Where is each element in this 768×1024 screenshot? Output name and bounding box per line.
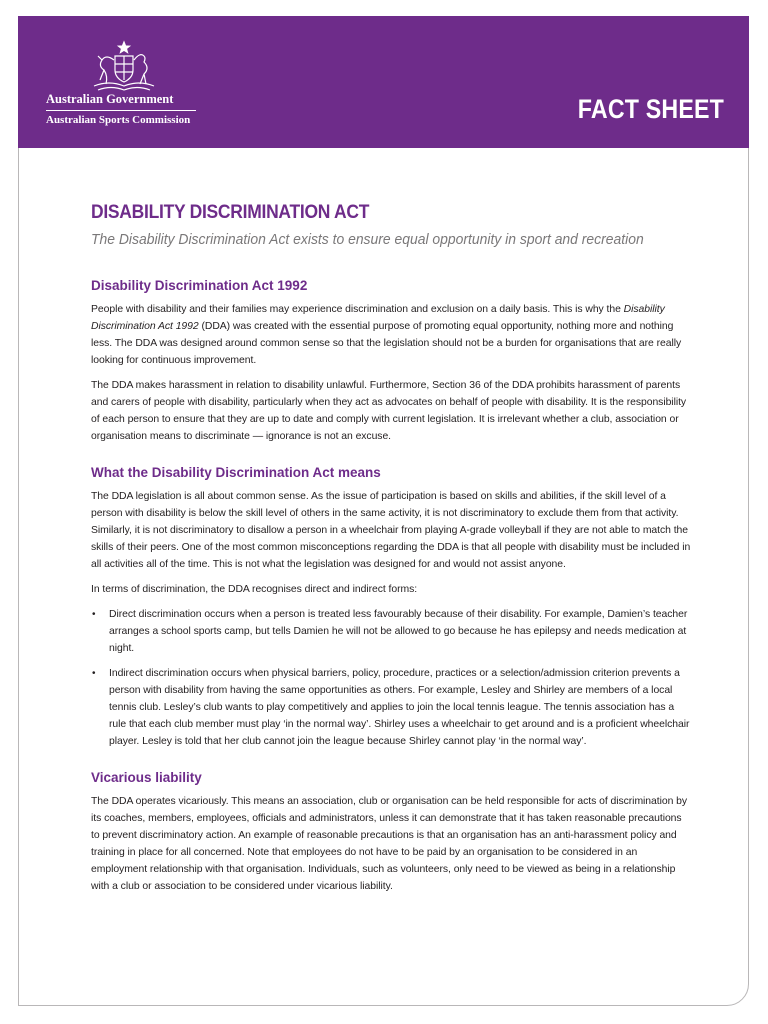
bullet-list — [91, 606, 691, 750]
bullet-icon: • — [92, 668, 96, 679]
section-heading-vicarious-liability: Vicarious liability — [91, 770, 202, 785]
paragraph: People with disability and their families may experience discrimination and exclusion on a daily basis. This is why the Disability Discrimination Act 1992 (DDA) was created with the essential purpose of promoting equal opportunity, nothing more and nothing less. The DDA was designed around common sense so that the legislation should not be a burden for organisations that are really looking for continuous improvement. — [91, 304, 682, 366]
bullet-icon: • — [92, 609, 96, 620]
section-heading-dda-1992: Disability Discrimination Act 1992 — [91, 278, 308, 293]
document-body — [91, 202, 691, 895]
paragraph: The DDA makes harassment in relation to disability unlawful. Furthermore, Section 36 of the DDA prohibits harassment of parents and carers of people with disability, particularly when they act as advocates on behalf of people with disability. It is the responsibility of each person to ensure that they are up to date and comply with current legislation. It is irrelevant whether a club, association or organisation means to discriminate — ignorance is not an excuse. — [91, 380, 687, 442]
paragraph: The DDA legislation is all about common sense. As the issue of participation is based on skills and abilities, if the skill level of a person with disability is below the skill level of others in the same activity, it is not discriminatory to exclude them from that activity. Similarly, it is not discriminatory to disallow a person in a wheelchair from playing A-grade volleyball if they are not able to match the skills of their peers. One of the most common misconceptions regarding the DDA is that all people with disability must be included in all activities all of the time. This is not what the legislation was designed for and would not assist anyone. — [91, 491, 691, 570]
list-item: • Indirect discrimination occurs when physical barriers, policy, procedure, practices or a selection/admission criterion prevents a person with disability from having the same opportunities as others. For example, Lesley and Shirley are members of a local tennis club. Lesley’s club wants to play competitively and applies to join the local tennis league. The tennis association has a rule that each club member must play ‘in the normal way’. Shirley uses a wheelchair to get around and is a proficient wheelchair player. Lesley is told that her club cannot join the league because Shirley cannot play ‘in the normal way’. — [91, 665, 691, 750]
agency-name: Australian Sports Commission — [46, 114, 191, 126]
document-subtitle: The Disability Discrimination Act exists to ensure equal opportunity in sport and recreation — [91, 232, 644, 248]
government-logo-text — [46, 92, 206, 126]
section-heading-what-dda-means: What the Disability Discrimination Act means — [91, 465, 381, 480]
list-item: • Direct discrimination occurs when a person is treated less favourably because of their disability. For example, Damien’s teacher arranges a school sports camp, but tells Damien he will not be allowed to go because he has epilepsy and needs medication at night. — [91, 606, 691, 657]
government-name: Australian Government — [46, 92, 196, 111]
document-title: DISABILITY DISCRIMINATION ACT — [91, 202, 370, 223]
coat-of-arms-icon — [84, 40, 164, 94]
paragraph: In terms of discrimination, the DDA recognises direct and indirect forms: — [91, 584, 418, 595]
fact-sheet-label: FACT SHEET — [577, 94, 724, 124]
paragraph: The DDA operates vicariously. This means an association, club or organisation can be held responsible for acts of discrimination by its coaches, members, employees, officials and administrators, unless it can demonstrate that it has taken reasonable precautions to prevent discriminatory action. An example of reasonable precautions is that an organisation has an anti-harassment policy and training in place for all concerned. Note that employees do not have to be paid by an organisation to be considered in an employment relationship with that organisation. Individuals, such as volunteers, only need to be viewed as being in a relationship with a club or association to be considered under vicarious liability. — [91, 796, 688, 892]
